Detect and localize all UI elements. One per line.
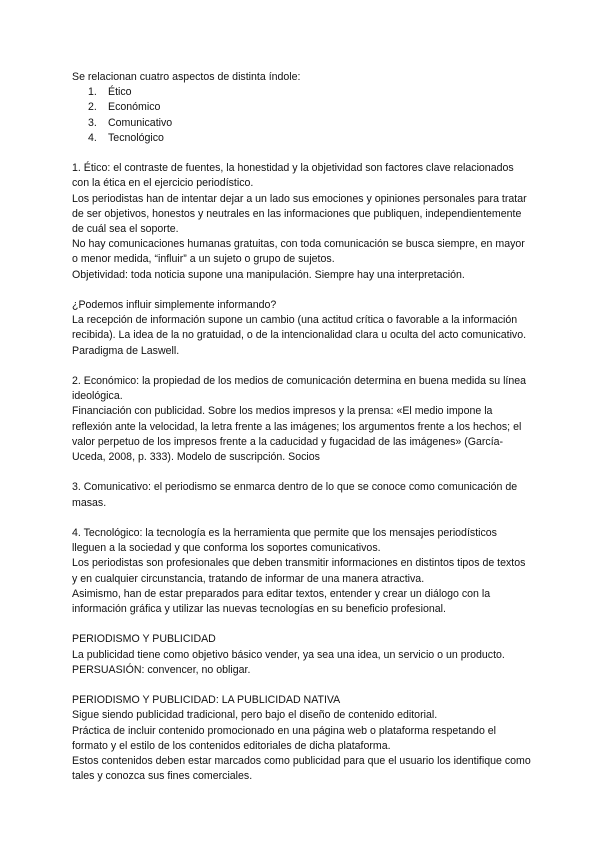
list-item: 2. Económico [88,101,161,114]
paragraph: Asimismo, han de estar preparados para editar textos, entender y crear un diálogo con la información gráfica y utilizar las nuevas tecnologías en su beneficio profesional. [72,587,491,616]
paragraph: 1. Ético: el contraste de fuentes, la honestidad y la objetividad son factores clave relacionados con la ética en el ejercicio periodístico. [72,162,514,190]
paragraph: Financiación con publicidad. Sobre los medios impresos y la prensa: «El medio impone la reflexión ante la velocidad, la letra frente a las imágenes; los argumentos frente a los hechos; el valor perpetuo de los impresos frente a la caducidad y fugacidad de las imágenes» (García-Uceda, 2008, p. 333). Modelo de suscripción. Socios [72,405,522,464]
aspects-list [72,85,532,146]
paragraph: No hay comunicaciones humanas gratuitas, con toda comunicación se busca siempre, en mayor o menor medida, “influir” a un sujeto o grupo de sujetos. [72,238,525,266]
paragraph: Los periodistas han de intentar dejar a un lado sus emociones y opiniones personales para tratar de ser objetivos, honestos y neutrales en las informaciones que publiquen, independientemente de cuál sea el soporte. [72,192,527,236]
paragraph: Objetividad: toda noticia supone una manipulación. Siempre hay una interpretación. [72,268,465,281]
list-item: 3. Comunicativo [88,116,173,129]
paragraph: 2. Económico: la propiedad de los medios de comunicación determina en buena medida su línea ideológica. [72,375,527,403]
list-item: 4. Tecnológico [88,131,164,144]
section-heading: PERIODISMO Y PUBLICIDAD [72,633,216,646]
paragraph: Los periodistas son profesionales que deben transmitir informaciones en distintos tipos de textos y en cualquier circunstancia, tratando de informar de una manera atractiva. [72,557,526,585]
paragraph: La recepción de información supone un cambio (una actitud crítica o favorable a la información recibida). La idea de la no gratuidad, o de la intencionalidad clara u oculta del acto comunicativo. Paradigma de Laswell. [72,314,527,357]
intro-text: Se relacionan cuatro aspectos de distinta índole: [72,71,301,83]
paragraph: Práctica de incluir contenido promocionado en una página web o plataforma respetando el formato y el estilo de los contenidos editoriales de dicha plataforma. [72,724,497,752]
section-heading: PERIODISMO Y PUBLICIDAD: LA PUBLICIDAD NATIVA [72,694,341,707]
paragraph: 3. Comunicativo: el periodismo se enmarca dentro de lo que se conoce como comunicación de masas. [72,481,518,509]
paragraph: Estos contenidos deben estar marcados como publicidad para que el usuario los identifique como tales y conozca sus fines comerciales. [72,755,531,783]
paragraph: Sigue siendo publicidad tradicional, pero bajo el diseño de contenido editorial. [72,709,438,722]
paragraph: 4. Tecnológico: la tecnología es la herramienta que permite que los mensajes periodísticos lleguen a la sociedad y que conforma los soportes comunicativos. [72,527,497,555]
list-item: 1. Ético [88,86,132,99]
paragraph: La publicidad tiene como objetivo básico vender, ya sea una idea, un servicio o un producto. [72,648,505,661]
paragraph: PERSUASIÓN: convencer, no obligar. [72,663,251,676]
paragraph: ¿Podemos influir simplemente informando? [72,299,277,312]
document-body [72,70,532,784]
